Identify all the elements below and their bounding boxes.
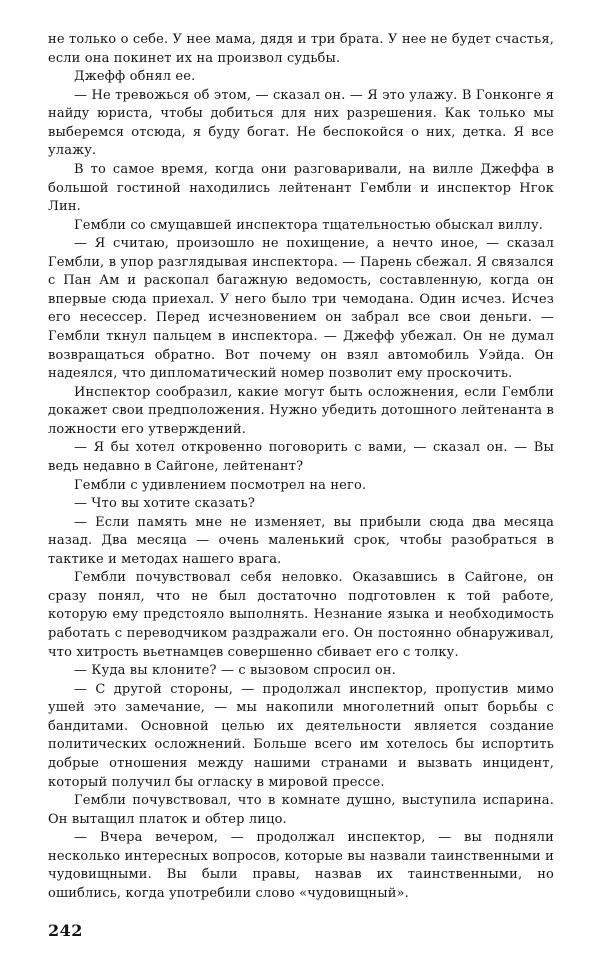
paragraph: — Что вы хотите сказать? bbox=[74, 496, 255, 512]
paragraph: Инспектор сообразил, какие могут быть осложнения, если Гембли докажет свои предположения. Нужно убедить дотошного лейтенанта в ложности его утверждений. bbox=[48, 384, 554, 437]
paragraph: Гембли с удивлением посмотрел на него. bbox=[74, 477, 367, 493]
paragraph: Гембли почувствовал себя неловко. Оказавшись в Сайгоне, он сразу понял, что не был достаточно подготовлен к той работе, которую ему предстояло выполнять. Незнание языка и необходимость работать с переводчиком раздражали его. Он постоянно обнаруживал, что хитрость вьетнамцев совершенно сбивает его с толку. bbox=[48, 570, 554, 660]
paragraph: Гембли почувствовал, что в комнате душно, выступила испарина. Он вытащил платок и обтер лицо. bbox=[48, 793, 554, 827]
paragraph: — Куда вы клоните? — с вызовом спросил он. bbox=[74, 663, 396, 679]
paragraph: — Не тревожься об этом, — сказал он. — Я это улажу. В Гонконге я найду юриста, чтобы добиться для них разрешения. Как только мы выберемся отсюда, я буду богат. Не беспокойся о них, детка. Я все улажу. bbox=[48, 87, 554, 159]
paragraph: Гембли со смущавшей инспектора тщательностью обыскал виллу. bbox=[74, 217, 544, 233]
paragraph: — Я считаю, произошло не похищение, а нечто иное, — сказал Гембли, в упор разглядывая инспектора. — Парень сбежал. Я связался с Пан Ам и раскопал багажную ведомость, составленную, когда он впервые сюда приехал. У него было три чемодана. Один исчез. Исчез его несессер. Перед исчезновением он забрал все свои деньги. — Гембли ткнул пальцем в инспектора. — Джефф убежал. Он не думал возвращаться обратно. Вот почему он взял автомобиль Уэйда. Он надеялся, что дипломатический номер позволит ему проскочить. bbox=[48, 236, 554, 382]
paragraph: Джефф обнял ее. bbox=[74, 69, 196, 85]
paragraph: — Я бы хотел откровенно поговорить с вами, — сказал он. — Вы ведь недавно в Сайгоне, лейтенант? bbox=[48, 440, 554, 474]
paragraph: — С другой стороны, — продолжал инспектор, пропустив мимо ушей это замечание, — мы накопили многолетний опыт борьбы с бандитами. Основной целью их деятельности является создание политических осложнений. Больше всего им хотелось бы испортить добрые отношения между нашими странами и вызвать инцидент, который получил бы огласку в мировой прессе. bbox=[48, 681, 554, 790]
paragraph: — Вчера вечером, — продолжал инспектор, — вы подняли несколько интересных вопросов, которые вы назвали таинственными и чудовищными. Вы были правы, назвав их таинственными, но ошиблись, когда употребили слово «чудовищный». bbox=[48, 830, 554, 901]
paragraph: — Если память мне не изменяет, вы прибыли сюда два месяца назад. Два месяца — очень маленький срок, чтобы разобраться в тактике и методах нашего врага. bbox=[48, 514, 554, 567]
body-text bbox=[48, 31, 554, 903]
page-number: 242 bbox=[48, 921, 83, 940]
paragraph: не только о себе. У нее мама, дядя и три брата. У нее не будет счастья, если она покинет их на произвол судьбы. bbox=[48, 32, 554, 66]
paragraph: В то самое время, когда они разговаривали, на вилле Джеффа в большой гостиной находились лейтенант Гембли и инспектор Нгок Лин. bbox=[48, 161, 554, 215]
